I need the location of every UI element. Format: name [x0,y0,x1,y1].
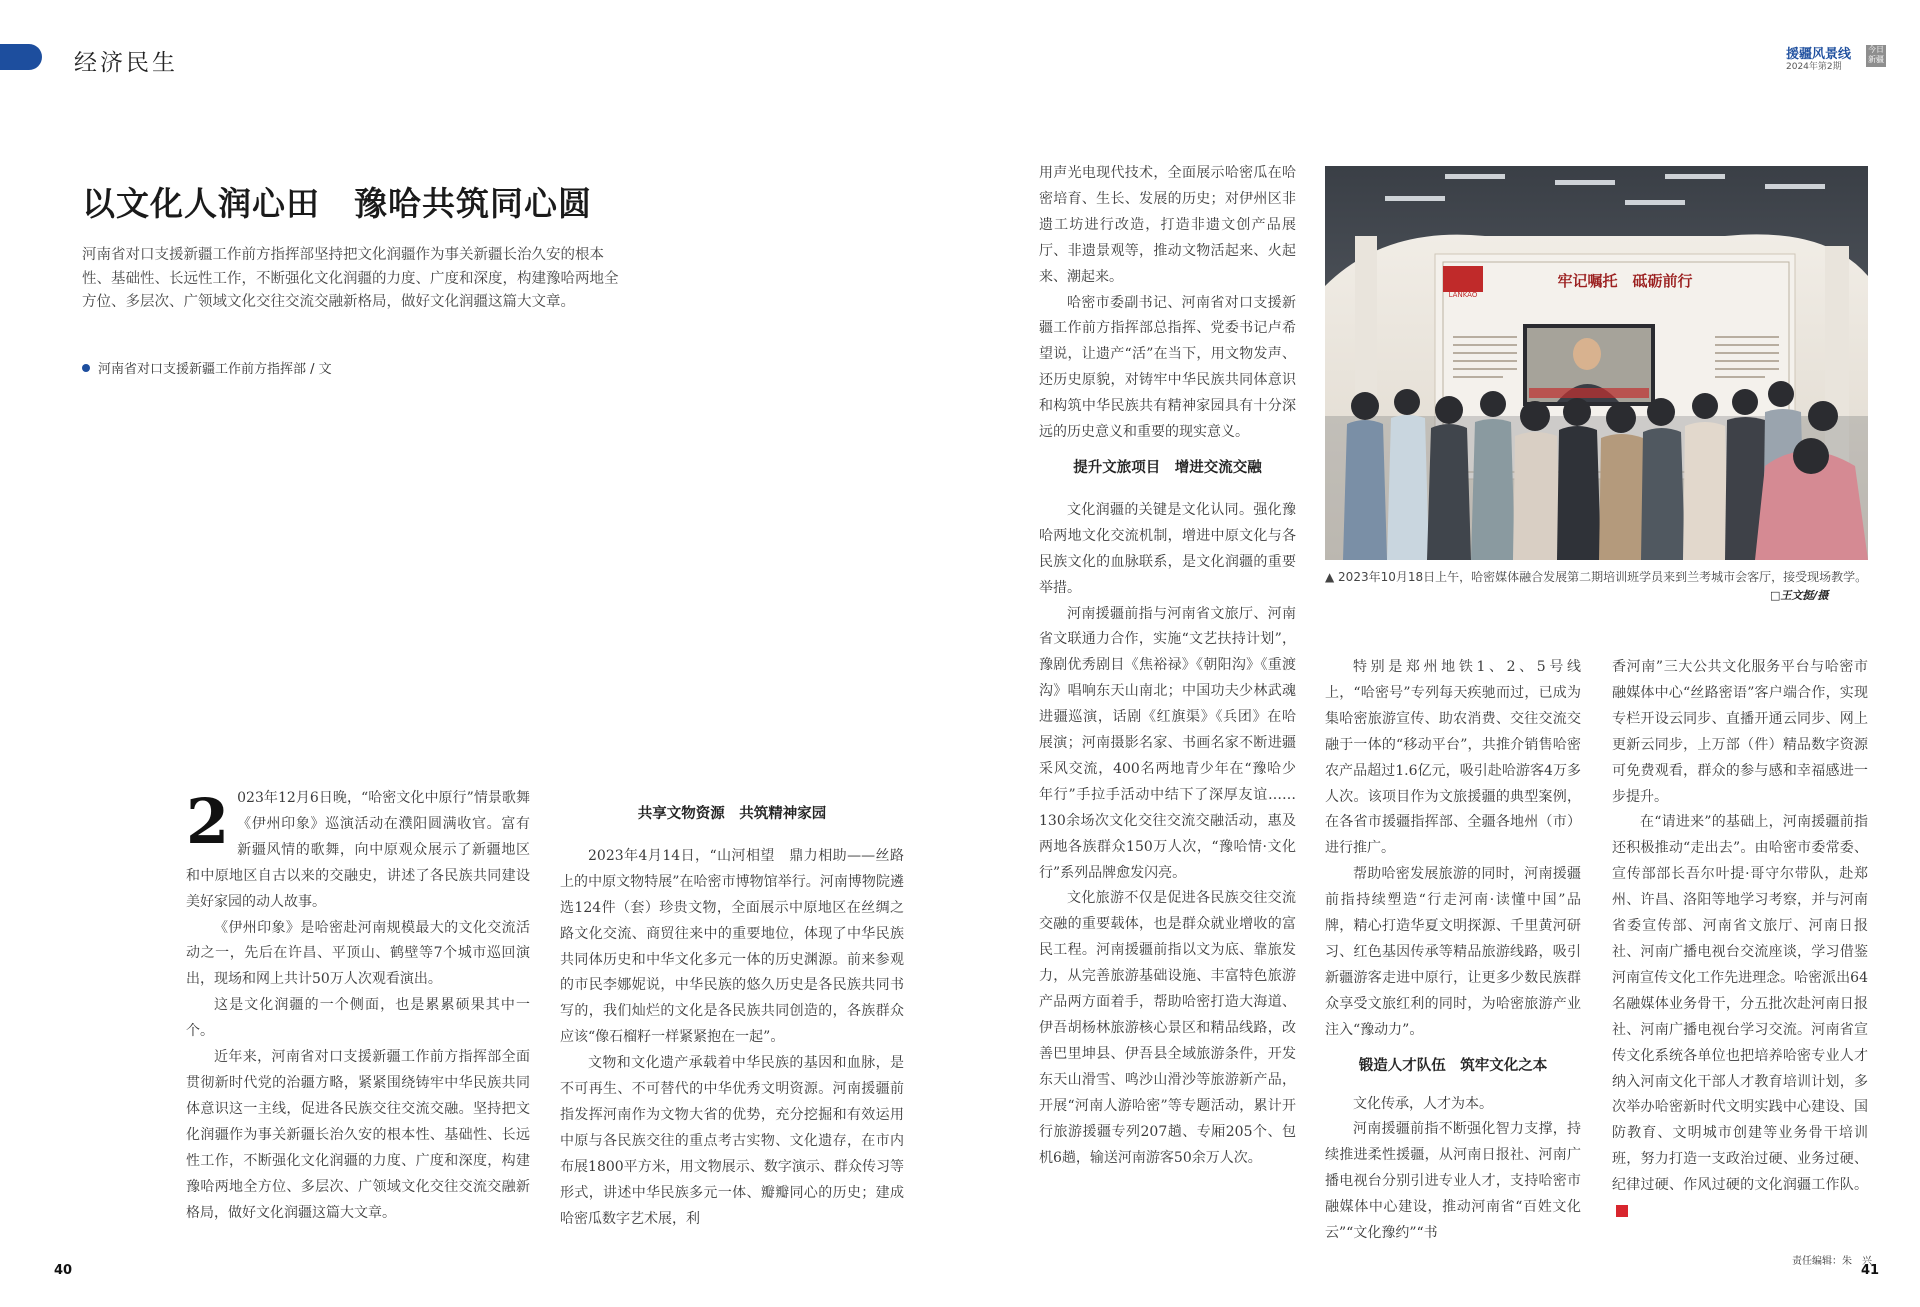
paragraph: 香河南”三大公共文化服务平台与哈密市融媒体中心“丝路密语”客户端合作，实现专栏开设云同步、直播开通云同步、网上更新云同步，上万部（件）精品数字资源可免费观看，群众的参与感和幸福感进一步提升。 [1612,659,1868,805]
section-title: 经济民生 [74,50,178,76]
magazine-box-logo: 今日新疆 [1866,45,1886,67]
section-heading: 锻造人才队伍 筑牢文化之本 [1358,1057,1548,1074]
column-2 [560,802,904,1233]
byline [82,358,332,377]
end-mark-icon [1616,1205,1628,1217]
paragraph: 特别是郑州地铁1、2、5号线上，“哈密号”专列每天疾驰而过，已成为集哈密旅游宣传、助农消费、交往交流交融于一体的“移动平台”，共推介销售哈密农产品超过1.6亿元，吸引赴哈游客4万多人次。该项目作为文旅援疆的典型案例，在各省市援疆指挥部、全疆各地州（市）进行推广。 [1325,659,1581,857]
paragraph-text: 在“请进来”的基础上，河南援疆前指还积极推动“走出去”。由哈密市委常委、宣传部部长吾尔叶提·哥守尔带队，赴郑州、许昌、洛阳等地学习考察，并与河南省委宣传部、河南省文旅厅、河南日报社、河南广播电视台交流座谈，学习借鉴河南宣传文化工作先进理念。哈密派出64名融媒体业务骨干，分五批次赴河南日报社、河南广播电视台学习交流。河南省宣传文化系统各单位也把培养哈密专业人才纳入河南文化干部人才教育培训计划，多次举办哈密新时代文明实践中心建设、国防教育、文明城市创建等业务骨干培训班，努力打造一支政治过硬、业务过硬、纪律过硬、作风过硬的文化润疆工作队。 [1612,814,1868,1194]
paragraph: 用声光电现代技术，全面展示哈密瓜在哈密培育、生长、发展的历史；对伊州区非遗工坊进行改造，打造非遗文创产品展厅、非遗景观等，推动文物活起来、火起来、潮起来。 [1039,165,1296,285]
article-lead: 河南省对口支援新疆工作前方指挥部坚持把文化润疆作为事关新疆长治久安的根本性、基础性、长远性工作，不断强化文化润疆的力度、广度和深度，构建豫哈两地全方位、多层次、广领域文化交往交流交融新格局，做好文化润疆这篇大文章。 [82,247,619,310]
paragraph: 文化旅游不仅是促进各民族交往交流交融的重要载体，也是群众就业增收的富民工程。河南援疆前指以文为底、靠旅发力，从完善旅游基础设施、丰富特色旅游产品两方面着手，帮助哈密打造大海道、伊吾胡杨林旅游核心景区和精品线路，改善巴里坤县、伊吾县全域旅游条件，开发东天山滑雪、鸣沙山滑沙等旅游新产品，开展“河南人游哈密”等专题活动，累计开行旅游援疆专列207趟、专厢205个、包机6趟，输送河南游客50余万人次。 [1039,890,1296,1166]
paragraph: 《伊州印象》是哈密赴河南规模最大的文化交流活动之一，先后在许昌、平顶山、鹤壁等7个城市巡回演出，现场和网上共计50万人次观看演出。 [186,919,530,988]
paragraph: 帮助哈密发展旅游的同时，河南援疆前指持续塑造“行走河南·读懂中国”品牌，精心打造华夏文明探源、千里黄河研习、红色基因传承等精品旅游线路，吸引新疆游客走进中原行，让更多少数民族群众享受文旅红利的同时，为哈密旅游产业注入“豫动力”。 [1325,866,1581,1038]
page-number-right: 41 [1861,1263,1880,1278]
photo-logo-text: LANKAO [1448,291,1478,299]
byline-text: 河南省对口支援新疆工作前方指挥部 / 文 [98,362,332,377]
paragraph: 这是文化润疆的一个侧面，也是累累硕果其中一个。 [186,997,530,1040]
column-5 [1612,655,1868,1225]
paragraph [1612,810,1868,1225]
photo-credit: □王文挺/摄 [1770,589,1829,602]
paragraph: 2023年4月14日，“山河相望 鼎力相助——丝路上的中原文物特展”在哈密市博物馆举行。河南博物院遴选124件（套）珍贵文物，全面展示中原地区在丝绸之路文化交流、商贸往来中的重要地位，体现了中华民族共同体历史和中华文化多元一体的历史渊源。前来参观的市民李娜妮说，中华民族的悠久历史是各民族共同书写的，我们灿烂的文化是各民族共同创造的，各族群众应该“像石榴籽一样紧紧抱在一起”。 [560,847,904,1046]
drop-cap: 2 [186,785,230,858]
photo-wall-slogan: 牢记嘱托 砥砺前行 [1557,272,1693,290]
column-1 [186,786,530,1226]
magazine-issue: 2024年第2期 [1786,62,1842,72]
photo-illustration [1325,166,1868,560]
paragraph: 近年来，河南省对口支援新疆工作前方指挥部全面贯彻新时代党的治疆方略，紧紧围绕铸牢中华民族共同体意识这一主线，促进各民族交往交流交融。坚持把文化润疆作为事关新疆长治久安的根本性、基础性、长远性工作，不断强化文化润疆的力度、广度和深度，构建豫哈两地全方位、多层次、广领域文化交往交流交融新格局，做好文化润疆这篇大文章。 [186,1049,530,1221]
paragraph: 文化传承，人才为本。 [1353,1095,1493,1112]
article-headline: 以文化人润心田 豫哈共筑同心圆 [82,184,592,223]
editor-credit: 责任编辑：朱 兴 [1792,1256,1872,1267]
photo-caption: ▲ 2023年10月18日上午，哈密媒体融合发展第二期培训班学员来到兰考城市会客厅，接受现场教学。 [1325,570,1868,584]
column-3 [1039,161,1296,1171]
paragraph: 023年12月6日晚，“哈密文化中原行”情景歌舞《伊州印象》巡演活动在濮阳圆满收官。富有新疆风情的歌舞，向中原观众展示了新疆地区和中原地区自古以来的交融史，讲述了各民族共同建设美好家园的动人故事。 [186,790,530,910]
paragraph: 哈密市委副书记、河南省对口支援新疆工作前方指挥部总指挥、党委书记卢希望说，让遗产“活”在当下，用文物发声、还历史原貌，对铸牢中华民族共同体意识和构筑中华民族共有精神家园具有十分深远的历史意义和重要的现实意义。 [1039,294,1296,441]
section-heading: 提升文旅项目 增进交流交融 [1073,459,1262,476]
paragraph: 文物和文化遗产承载着中华民族的基因和血脉，是不可再生、不可替代的中华优秀文明资源。河南援疆前指发挥河南作为文物大省的优势，充分挖掘和有效运用中原与各民族交往的重点考古实物、文化遗存，在市内布展1800平方米，用文物展示、数字演示、群众传习等形式，讲述中华民族多元一体、瓣瓣同心的历史；建成哈密瓜数字艺术展，利 [560,1055,904,1227]
paragraph: 河南援疆前指不断强化智力支撑，持续推进柔性援疆，从河南日报社、河南广播电视台分别引进专业人才，支持哈密市融媒体中心建设，推动河南省“百姓文化云”“文化豫约”“书 [1325,1121,1581,1242]
article-photo [1325,166,1868,560]
paragraph: 河南援疆前指与河南省文旅厅、河南省文联通力合作，实施“文艺扶持计划”，豫剧优秀剧目《焦裕禄》《朝阳沟》《重渡沟》唱响东天山南北；中国功夫少林武魂进疆巡演，话剧《红旗渠》《兵团》在哈展演；河南摄影名家、书画名家不断进疆采风交流，400名两地青少年在“豫哈少年行”手拉手活动中结下了深厚友谊……130余场次文化交往交流交融活动，惠及两地各族群众150万人次，“豫哈情·文化行”系列品牌愈发闪亮。 [1039,605,1296,881]
bullet-dot-icon [82,364,90,372]
section-tab-marker [0,44,42,70]
magazine-title: 援疆风景线 [1786,47,1852,62]
paragraph: 文化润疆的关键是文化认同。强化豫哈两地文化交流机制，增进中原文化与各民族文化的血脉联系，是文化润疆的重要举措。 [1039,501,1296,596]
column-4 [1325,655,1581,1247]
page-number-left: 40 [54,1263,73,1278]
section-heading: 共享文物资源 共筑精神家园 [637,806,827,822]
